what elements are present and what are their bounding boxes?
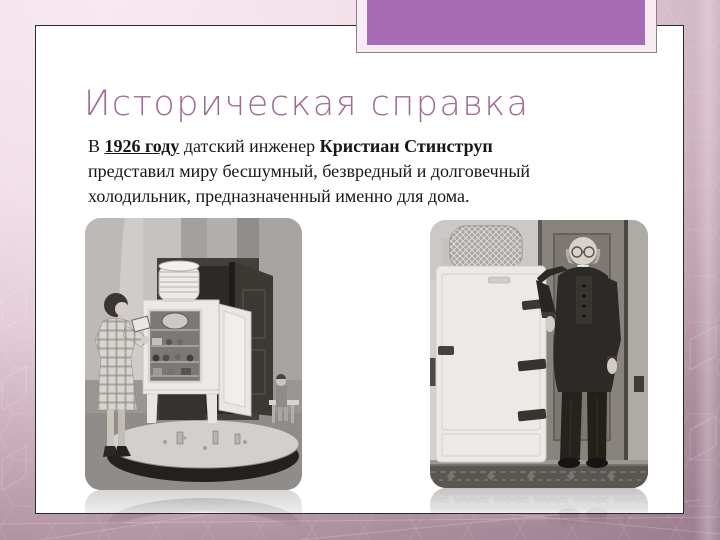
body-segment: холодильник, предназначенный именно для дома. [88,186,470,206]
body-segment: представил миру бесшумный, безвредный и долговечный [88,161,531,181]
background-highlight-band [694,0,720,540]
body-line-3 [88,184,604,209]
refrigerator [436,514,546,534]
accent-tab-fill [367,0,645,45]
slide-bottom-border [35,513,684,514]
body-line-2 [88,159,604,184]
round-platform [107,420,299,482]
body-text [88,134,604,209]
photo-woman-with-early-refrigerator [85,218,302,490]
accent-tab [356,0,657,53]
body-segment-name: Кристиан Стинструп [319,136,493,156]
slide-title: Историческая справка [84,84,530,124]
floor-rug [430,488,648,516]
body-line-1 [88,134,604,159]
body-segment: В [88,136,105,156]
floor-rug [430,460,648,488]
body-segment: датский инженер [179,136,320,156]
photo-engineer-beside-refrigerator [430,220,648,488]
body-segment-year: 1926 году [104,136,180,156]
photo-right-reflection [430,488,648,534]
